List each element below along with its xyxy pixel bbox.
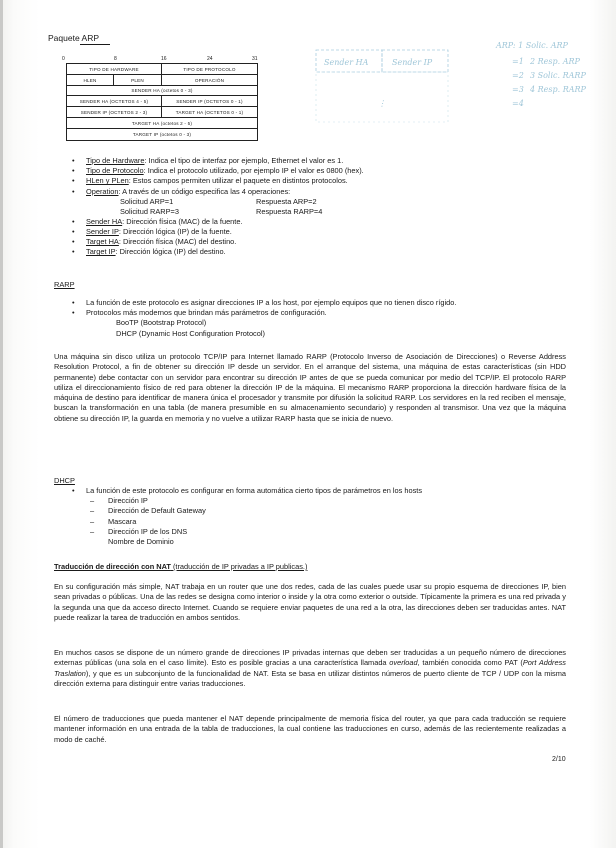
rarp-list	[64, 298, 456, 339]
operation-value: Solicitud ARP=1	[120, 196, 174, 206]
nat-text: , también conocida como PAT (	[417, 658, 523, 668]
field-text: : Dirección lógica (IP) de la fuente.	[118, 227, 232, 237]
arp-packet-title-text: Paquete ARP	[48, 33, 100, 43]
handwritten-note	[312, 40, 608, 130]
field-term: Target HA	[86, 237, 119, 247]
packet-field: TARGET IP (octetos 0 - 3)	[132, 131, 192, 137]
handwritten-label: 2 Resp. ARP	[530, 57, 580, 66]
dhcp-item: – Dirección IP de los DNS	[86, 527, 422, 537]
rarp-heading: RARP	[54, 280, 75, 289]
field-text: : Dirección física (MAC) del destino.	[118, 237, 237, 247]
scan-edge	[0, 0, 3, 848]
nat-italic: overload	[389, 658, 418, 668]
packet-field: TARGET HA (octetos 2 - 5)	[131, 120, 193, 126]
packet-field: TIPO DE PROTOCOLO	[183, 66, 236, 72]
nat-heading	[54, 562, 307, 572]
packet-row	[67, 75, 257, 86]
list-item: • La función de este protocolo es asignar direcciones IP a los host, por ejemplo equipos que no tienen disco rígido.	[64, 298, 456, 308]
page-number: 2/10	[552, 756, 566, 763]
field-term: Tipo de Protocolo	[86, 166, 144, 176]
arp-packet-diagram	[66, 63, 258, 141]
nat-heading-bold: Traducción de dirección con NAT	[54, 562, 171, 571]
rarp-protocol: BooTP (Bootstrap Protocol)	[116, 318, 207, 328]
handwritten-mark: =3	[512, 85, 524, 94]
nat-italic: Port Address Traslation	[54, 658, 566, 678]
list-item	[64, 156, 364, 166]
arp-packet-title	[48, 33, 99, 43]
dhcp-item: – Mascara	[86, 517, 422, 527]
packet-field: SENDER IP (OCTETOS 0 - 1)	[176, 98, 243, 104]
list-item	[64, 166, 364, 176]
bit-number: 8	[114, 56, 117, 62]
handwritten-dots: ⋮	[378, 99, 386, 108]
handwritten-label: 3 Solic. RARP	[530, 71, 586, 80]
list-item	[64, 176, 364, 186]
field-term: Sender HA	[86, 216, 123, 226]
rarp-paragraph: Una máquina sin disco utiliza un protocolo TCP/IP para Internet llamado RARP (Protocolo Inverso de Asociación de Direcciones) o Reverse Address Resolution Protocol, a fin de obtener su dirección IP desde un servidor. En el arranque del sistema, una máquina de estas características (sin HDD permanente) debe contactar con un servidor para encontrar su dirección IP antes de que se pueda comunicar por medio del TCP/IP. El protocolo RARP utiliza el direccionamiento físico de red para obtener la dirección IP de la máquina. El mecanismo RARP proporciona la dirección hardware física de la máquina de destino para identificar de manera única el procesador y transmite por difusión la solicitud RARP. Los servidores en la red reciben el mensaje, buscan la transformación en una tabla (de manera presumible en su almacenamiento secundario) y responden al transmisor. Una vez que la máquina obtiene su dirección IP, la guarda en memoria y no vuelve a utilizar RARP hasta que se inicia de nuevo.	[54, 352, 566, 423]
packet-row	[67, 96, 257, 107]
nat-text: ), y que es un subconjunto de la funcionalidad de NAT. Esta se basa en utilizar distintos números de puerto cliente de TCP / UDP con la misma dirección externa para distinguir entre varias traducciones.	[54, 668, 566, 688]
nat-paragraph-1: En su configuración más simple, NAT trabaja en un router que une dos redes, cada de las cuales puede usar su propio esquema de direcciones IP, bien sean privadas o públicas. Una de las redes se designa como interior o inside y la otra como exterior o outside. Típicamente la primera es una red privada y la segunda una que da acceso directo Internet. Cuando se requiere enviar paquetes de una red a la otra, las direcciones deben ser traducidas antes. NAT puede realizar la tarea de traducción en ambos sentidos.	[54, 582, 566, 622]
handwritten-label: Sender HA	[324, 58, 369, 67]
rarp-protocol: DHCP (Dynamic Host Configuration Protocol)	[116, 328, 265, 338]
list-item	[64, 237, 364, 247]
packet-row	[67, 118, 257, 129]
dhcp-item: Nombre de Dominio	[108, 537, 174, 547]
dhcp-item: – Dirección IP	[86, 496, 422, 506]
list-item	[64, 217, 364, 227]
handwritten-mark: =1	[512, 57, 524, 66]
operation-value: Respuesta RARP=4	[256, 206, 323, 216]
arp-title-underline	[80, 44, 110, 45]
list-item: • Protocolos más modernos que brindan más parámetros de configuración.	[64, 308, 456, 318]
handwritten-box	[316, 72, 448, 122]
dhcp-item: – Dirección de Default Gateway	[86, 506, 422, 516]
packet-field: SENDER HA (OCTETOS 4 - 5)	[67, 96, 162, 106]
packet-field: PLEN	[114, 75, 162, 85]
operation-value: Solicitud RARP=3	[120, 206, 179, 216]
field-text: : Estos campos permiten utilizar el paquete en distintos protocolos.	[128, 176, 348, 186]
list-item	[64, 227, 364, 237]
packet-field: OPERACIÓN	[194, 77, 225, 83]
nat-text: En muchos casos se dispone de un número grande de direcciones IP privadas internas que deben ser traducidas a un pequeño número de direcciones externas públicas (una sola en el caso límite). Esto es posible gracias a una característica llamada	[54, 648, 566, 668]
field-term: Operation	[86, 186, 119, 196]
handwritten-label: Sender IP	[392, 58, 433, 67]
list-item	[64, 187, 364, 197]
packet-row	[67, 64, 257, 75]
handwritten-label: ARP: 1 Solic. ARP	[496, 41, 568, 50]
packet-row	[67, 107, 257, 118]
field-text: : Dirección lógica (IP) del destino.	[115, 247, 226, 257]
packet-row	[67, 129, 257, 139]
packet-field: HLEN	[67, 75, 114, 85]
field-text: : A través de un código especifica las 4 operaciones:	[118, 186, 291, 196]
list-item	[64, 247, 364, 257]
handwritten-mark: =4	[512, 99, 524, 108]
packet-field: SENDER IP (OCTETOS 2 - 3)	[67, 107, 162, 117]
nat-paragraph-2	[54, 648, 566, 689]
arp-field-list	[64, 156, 364, 258]
packet-row	[67, 86, 257, 96]
dhcp-heading: DHCP	[54, 476, 75, 485]
field-term: Sender IP	[86, 227, 119, 237]
packet-field: TIPO DE HARDWARE	[67, 64, 162, 74]
bit-number: 24	[207, 56, 213, 62]
operation-value: Respuesta ARP=2	[256, 196, 317, 206]
field-text: : Dirección física (MAC) de la fuente.	[122, 216, 243, 226]
packet-field: TARGET HA (OCTETOS 0 - 1)	[175, 109, 244, 115]
handwritten-label: 4 Resp. RARP	[530, 85, 586, 94]
dhcp-list	[64, 486, 422, 547]
operations-table	[64, 197, 364, 217]
field-text: : Indica el protocolo utilizado, por ejemplo IP el valor es 0800 (hex).	[143, 166, 364, 176]
field-text: : Indica el tipo de interfaz por ejemplo, Ethernet el valor es 1.	[144, 156, 344, 165]
packet-field: SENDER HA (octetos 0 - 3)	[131, 88, 193, 93]
field-term: Tipo de Hardware	[86, 156, 145, 165]
field-term: HLen y PLen	[86, 176, 129, 186]
bit-number: 0	[62, 56, 65, 62]
nat-heading-rest: (traducción de IP privadas a IP publicas.)	[170, 562, 308, 571]
list-item: • La función de este protocolo es configurar en forma automática cierto tipos de parámetros en los hosts	[64, 486, 422, 496]
bit-number: 31	[252, 56, 258, 62]
handwritten-mark: =2	[512, 71, 524, 80]
bit-number: 16	[161, 56, 167, 62]
field-term: Target IP	[86, 247, 116, 257]
nat-paragraph-3: El número de traducciones que pueda mantener el NAT depende principalmente de memoria física del router, ya que para cada traducción se requiere mantener información en una entrada de la tabla de traducciones, la cual contiene las traducciones en curso, además de las recientemente realizadas a modo de caché.	[54, 714, 566, 744]
